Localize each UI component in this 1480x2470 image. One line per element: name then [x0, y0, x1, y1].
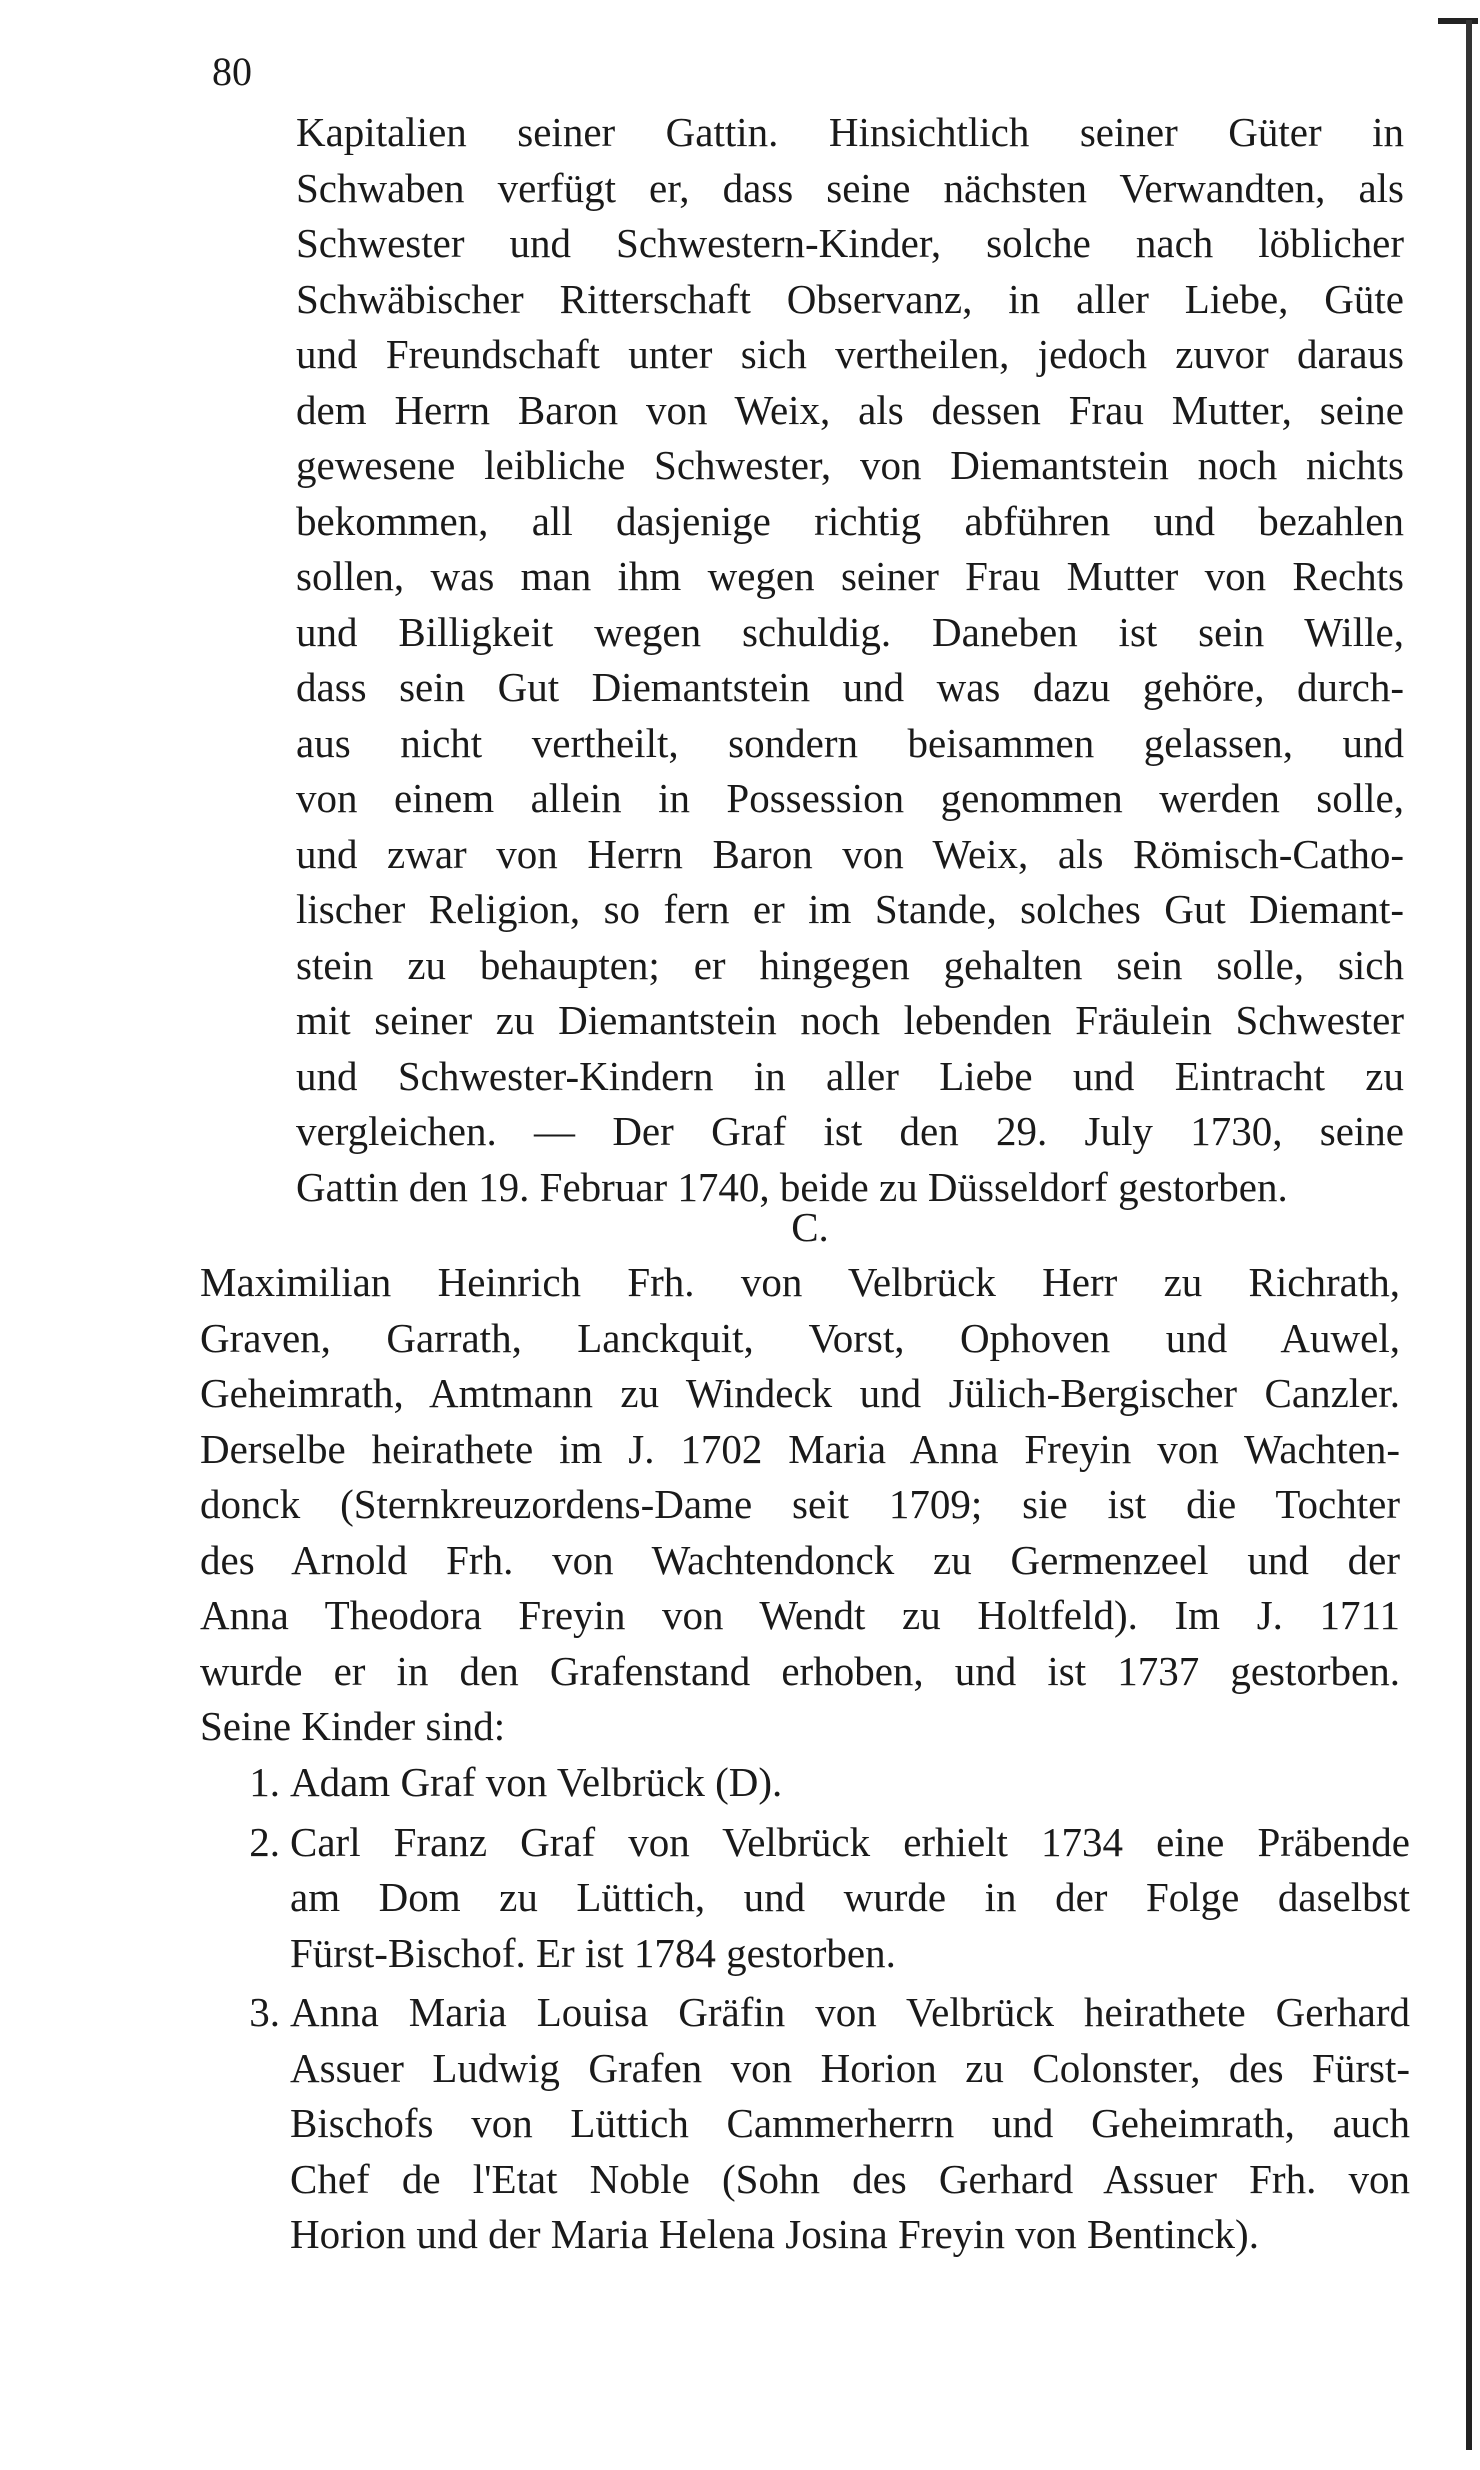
text-line: donck (Sternkreuzordens-Dame seit 1709; sie ist die Tochter	[200, 1481, 1400, 1527]
text-line: Gattin den 19. Februar 1740, beide zu Düsseldorf gestorben.	[296, 1163, 1288, 1210]
text-line: und Freundschaft unter sich vertheilen, jedoch zuvor daraus	[296, 331, 1404, 377]
text-line: am Dom zu Lüttich, und wurde in der Folge daselbst	[290, 1874, 1410, 1920]
text-line: Adam Graf von Velbrück (D).	[290, 1759, 783, 1805]
text-line: Anna Maria Louisa Gräfin von Velbrück heirathete Gerhard	[290, 1989, 1410, 2035]
text-line: Geheimrath, Amtmann zu Windeck und Jülich-Bergischer Canzler.	[200, 1370, 1400, 1416]
section-heading: C.	[791, 1204, 829, 1250]
text-line: von einem allein in Possession genommen werden solle,	[296, 775, 1404, 821]
text-line: Graven, Garrath, Lanckquit, Vorst, Ophoven und Auwel,	[200, 1314, 1400, 1361]
text-line: Schwaben verfügt er, dass seine nächsten Verwandten, als	[296, 164, 1404, 211]
text-line: Anna Theodora Freyin von Wendt zu Holtfeld). Im J. 1711	[200, 1592, 1400, 1638]
paragraph-maximilian	[200, 1255, 1400, 1755]
text-line: vergleichen. — Der Graf ist den 29. July 1730, seine	[296, 1108, 1404, 1154]
page-number: 80	[212, 49, 252, 94]
text-line: bekommen, all dasjenige richtig abführen und bezahlen	[296, 497, 1404, 544]
text-line: des Arnold Frh. von Wachtendonck zu Germenzeel und der	[200, 1536, 1400, 1583]
text-line: Maximilian Heinrich Frh. von Velbrück Herr zu Richrath,	[200, 1259, 1400, 1305]
paragraph-continuation	[296, 105, 1404, 1215]
text-line: Horion und der Maria Helena Josina Freyin von Bentinck).	[290, 2211, 1259, 2257]
list-item	[200, 1755, 1410, 1811]
text-line: Chef de l'Etat Noble (Sohn des Gerhard Assuer Frh. von	[290, 2155, 1410, 2202]
text-line: Bischofs von Lüttich Cammerherrn und Geheimrath, auch	[290, 2100, 1410, 2146]
text-line: stein zu behaupten; er hingegen gehalten sein solle, sich	[296, 941, 1404, 988]
list-number: 3.	[249, 1989, 280, 2035]
list-item	[200, 1815, 1410, 1982]
list-number: 1.	[249, 1759, 280, 1805]
text-line: und zwar von Herrn Baron von Weix, als Römisch-Catho-	[296, 830, 1404, 877]
text-line: gewesene leibliche Schwester, von Diemantstein noch nichts	[296, 442, 1404, 488]
text-line: lischer Religion, so fern er im Stande, solches Gut Diemant-	[296, 886, 1404, 932]
text-line: und Billigkeit wegen schuldig. Daneben ist sein Wille,	[296, 608, 1404, 655]
text-line: Seine Kinder sind:	[200, 1703, 506, 1749]
text-line: mit seiner zu Diemantstein noch lebenden Fräulein Schwester	[296, 997, 1404, 1043]
text-line: Carl Franz Graf von Velbrück erhielt 1734 eine Präbende	[290, 1818, 1410, 1865]
text-line: sollen, was man ihm wegen seiner Frau Mutter von Rechts	[296, 553, 1404, 599]
text-line: dem Herrn Baron von Weix, als dessen Frau Mutter, seine	[296, 386, 1404, 433]
text-line: wurde er in den Grafenstand erhoben, und ist 1737 gestorben.	[200, 1647, 1400, 1694]
page-edge-top	[1438, 18, 1478, 24]
children-list	[200, 1755, 1410, 2267]
list-item	[200, 1985, 1410, 2263]
text-line: Assuer Ludwig Grafen von Horion zu Colonster, des Fürst-	[290, 2044, 1410, 2091]
text-line: aus nicht vertheilt, sondern beisammen gelassen, und	[296, 719, 1404, 766]
text-line: Fürst-Bischof. Er ist 1784 gestorben.	[290, 1929, 896, 1976]
text-line: Kapitalien seiner Gattin. Hinsichtlich seiner Güter in	[296, 109, 1404, 155]
list-number: 2.	[249, 1818, 280, 1865]
text-line: Derselbe heirathete im J. 1702 Maria Anna Freyin von Wachten-	[200, 1425, 1400, 1472]
text-line: Schwäbischer Ritterschaft Observanz, in aller Liebe, Güte	[296, 275, 1404, 322]
text-line: und Schwester-Kindern in aller Liebe und Eintracht zu	[296, 1052, 1404, 1099]
text-line: Schwester und Schwestern-Kinder, solche nach löblicher	[296, 220, 1404, 266]
text-line: dass sein Gut Diemantstein und was dazu gehöre, durch-	[296, 664, 1404, 710]
